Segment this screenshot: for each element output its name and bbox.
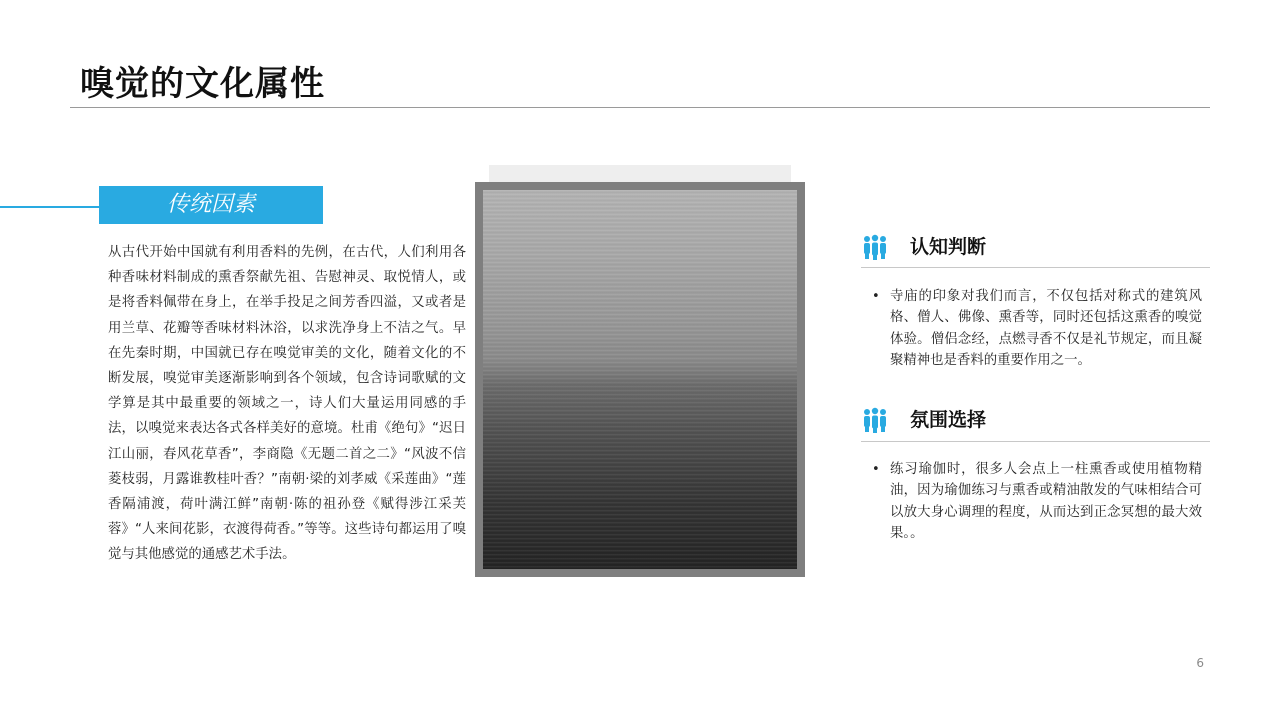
section-title-cognition: 认知判断 (910, 236, 987, 258)
left-paragraph: 从古代开始中国就有利用香料的先例，在古代，人们利用各种香味材料制成的熏香祭献先祖、告慰神灵、取悦情人，或是将香料佩带在身上，在举手投足之间芳香四溢，又或者是用兰草、花瓣等香味材料沐浴，以求洗净身上不洁之气。早在先秦时期，中国就已存在嗅觉审美的文化，随着文化的不断发展，嗅觉审美逐渐影响到各个领域，包含诗词歌赋的文学算是其中最重要的领域之一，诗人们大量运用同感的手法，以嗅觉来表达各式各样美好的意境。杜甫《绝句》“迟日江山丽，春风花草香”，李商隐《无题二首之二》“风波不信菱枝弱，月露谁教桂叶香？”南朝·梁的刘孝威《采莲曲》“莲香隔浦渡，荷叶满江鲜”南朝·陈的祖孙登《赋得涉江采芙蓉》“人来间花影，衣渡得荷香。”等等。这些诗句都运用了嗅觉与其他感觉的通感艺术手法。 (108, 245, 466, 563)
title-divider (70, 107, 1210, 108)
accent-line (0, 206, 100, 208)
slide-title: 嗅觉的文化属性 (80, 64, 325, 104)
section-divider (861, 441, 1210, 442)
people-icon (862, 407, 888, 433)
section-divider (861, 267, 1210, 268)
bullet-dot: • (872, 462, 880, 477)
bullet-text: 练习瑜伽时，很多人会点上一柱熏香或使用植物精油，因为瑜伽练习与熏香或精油散发的气味相结合可以放大身心调理的程度，从而达到正念冥想的最大效果。。 (890, 462, 1202, 541)
bullet-item (872, 286, 1208, 371)
bullet-dot: • (872, 289, 880, 304)
section-tag: 传统因素 (99, 186, 323, 224)
people-icon (862, 234, 888, 260)
bullet-text: 寺庙的印象对我们而言，不仅包括对称式的建筑风格、僧人、佛像、熏香等，同时还包括这熏香的嗅觉体验。僧侣念经，点燃寻香不仅是礼节规定，而且凝聚精神也是香料的重要作用之一。 (890, 289, 1202, 368)
sea-photo (483, 190, 797, 569)
bullet-item (872, 459, 1208, 544)
section-title-atmosphere: 氛围选择 (910, 409, 987, 431)
page-number: 6 (1196, 656, 1204, 670)
